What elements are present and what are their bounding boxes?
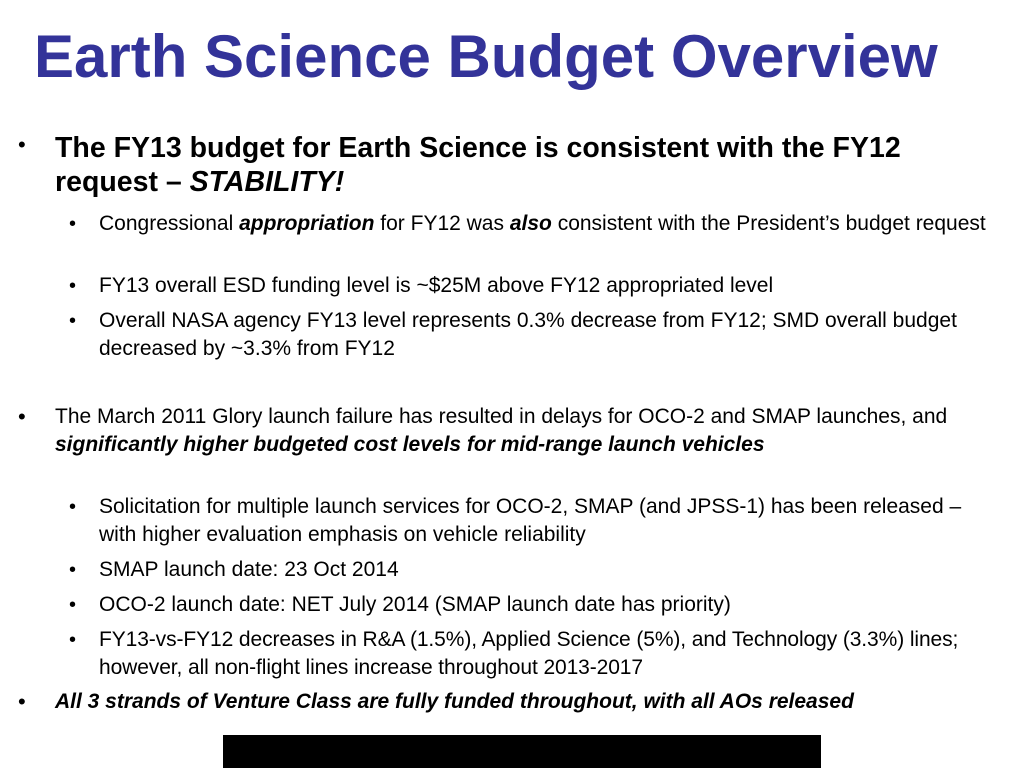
sub-bullet-dot: • — [69, 275, 77, 297]
bullet-dot: • — [18, 132, 26, 157]
sub-bullet-text: SMAP launch date: 23 Oct 2014 — [99, 558, 399, 581]
sub-bullet-text — [99, 210, 1019, 238]
sub-bullet-emphasis: also — [509, 212, 552, 235]
bullet-text — [55, 131, 1005, 199]
bullet-emphasis: STABILITY! — [189, 166, 345, 198]
sub-bullet-dot: • — [69, 629, 77, 651]
sub-bullet-emphasis: appropriation — [239, 212, 375, 235]
sub-bullet-dot: • — [69, 496, 77, 518]
sub-bullet-dot: • — [69, 594, 77, 616]
bullet-text-part: The FY13 budget for Earth Science is consistent with the FY12 request – — [55, 132, 901, 198]
slide-title: Earth Science Budget Overview — [34, 23, 938, 90]
bullet-emphasis: significantly higher budgeted cost levels for mid-range launch vehicles — [55, 433, 765, 456]
sub-bullet-dot: • — [69, 310, 77, 332]
bullet-dot: • — [18, 404, 26, 429]
black-bar — [223, 735, 821, 768]
sub-bullet-text: Solicitation for multiple launch services for OCO-2, SMAP (and JPSS-1) has been released – with higher evaluation emphasis on vehicle reliability — [99, 495, 962, 546]
sub-bullet-dot: • — [69, 213, 77, 235]
sub-bullet-dot: • — [69, 559, 77, 581]
sub-bullet-text: FY13-vs-FY12 decreases in R&A (1.5%), Applied Science (5%), and Technology (3.3%) lines; however, all non-flight lines increase throughout 2013-2017 — [99, 628, 959, 679]
bullet-text: All 3 strands of Venture Class are fully funded throughout, with all AOs released — [55, 690, 854, 713]
bullet-dot: • — [18, 689, 26, 714]
sub-bullet-text: Overall NASA agency FY13 level represents 0.3% decrease from FY12; SMD overall budget decreased by ~3.3% from FY12 — [99, 309, 957, 360]
sub-bullet-text-part: consistent with the President’s budget request — [551, 212, 986, 235]
bullet-text-part: The March 2011 Glory launch failure has resulted in delays for OCO-2 and SMAP launches, and — [55, 405, 948, 428]
bullet-text — [55, 403, 1005, 459]
sub-bullet-text: FY13 overall ESD funding level is ~$25M above FY12 appropriated level — [99, 274, 774, 297]
sub-bullet-text-part: Congressional — [99, 212, 240, 235]
sub-bullet-text-part: for FY12 was — [374, 212, 510, 235]
sub-bullet-text: OCO-2 launch date: NET July 2014 (SMAP launch date has priority) — [99, 593, 731, 616]
